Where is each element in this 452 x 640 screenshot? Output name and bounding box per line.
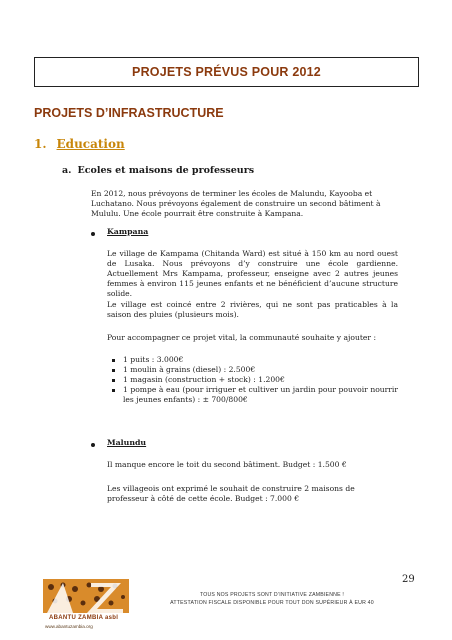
page-title-box — [34, 57, 419, 87]
logo-name: ABANTU ZAMBIA asbl — [49, 615, 119, 621]
footer-line: ATTESTATION FISCALE DISPONIBLE POUR TOUT DON SUPÉRIEUR À EUR 40 — [170, 600, 374, 606]
bullet-dot-icon — [91, 232, 95, 236]
square-bullet-icon — [112, 379, 115, 382]
list-item: 1 pompe à eau (pour irriguer et cultiver un jardin pour pouvoir nourrir les jeunes enfants) : ± 700/800€ — [112, 385, 398, 405]
list-item: 1 puits : 3.000€ — [112, 355, 398, 365]
kampana-needs-list — [112, 355, 398, 405]
kampana-paragraph: Le village est coincé entre 2 rivières, qui ne sont pas praticables à la saison des pluies (plusieurs mois). — [107, 300, 398, 319]
kampana-paragraph: Le village de Kampama (Chitanda Ward) est situé à 150 km au nord ouest de Lusaka. Nous prévoyons d’y construire une école gardienne. Actuellement Mrs Kampama, professeur, enseigne avec 2 autres jeunes femmes à environ 115 jeunes enfants et ne bénéficient d’aucune structure solide. — [107, 249, 398, 298]
intro-paragraph: En 2012, nous prévoyons de terminer les écoles de Malundu, Kayooba et Luchatano. Nous prévoyons également de construire un second bâtiment à Mululu. Une école pourrait être construite à Kampana. — [91, 189, 381, 218]
subsection-title: Education — [56, 137, 125, 151]
malundu-heading: Malundu — [107, 438, 147, 447]
bullet-dot-icon — [91, 443, 95, 447]
logo-url: www.abantuzambia.org — [45, 624, 93, 629]
sub-subsection-title: Ecoles et maisons de professeurs — [77, 165, 255, 176]
list-item: 1 magasin (construction + stock) : 1.200€ — [112, 375, 398, 385]
page-number: 29 — [402, 574, 415, 585]
subsection-number: 1. — [34, 137, 47, 151]
square-bullet-icon — [112, 369, 115, 372]
kampana-paragraph: Pour accompagner ce projet vital, la communauté souhaite y ajouter : — [107, 333, 376, 342]
footer-line: TOUS NOS PROJETS SONT D’INITIATIVE ZAMBIENNE ! — [199, 592, 345, 598]
square-bullet-icon — [112, 359, 115, 362]
malundu-paragraph: Les villageois ont exprimé le souhait de construire 2 maisons de professeur à côté de cette école. Budget : 7.000 € — [107, 484, 355, 503]
page-title: PROJETS PRÉVUS POUR 2012 — [132, 65, 321, 79]
list-item: 1 moulin à grains (diesel) : 2.500€ — [112, 365, 398, 375]
malundu-paragraph: Il manque encore le toit du second bâtiment. Budget : 1.500 € — [107, 460, 347, 469]
kampana-heading: Kampana — [107, 227, 149, 236]
square-bullet-icon — [112, 389, 115, 392]
sub-subsection-letter: a. — [62, 165, 72, 176]
sub-subsection-heading — [62, 165, 254, 176]
subsection-heading — [34, 137, 125, 151]
section-heading: PROJETS D’INFRASTRUCTURE — [34, 106, 224, 120]
